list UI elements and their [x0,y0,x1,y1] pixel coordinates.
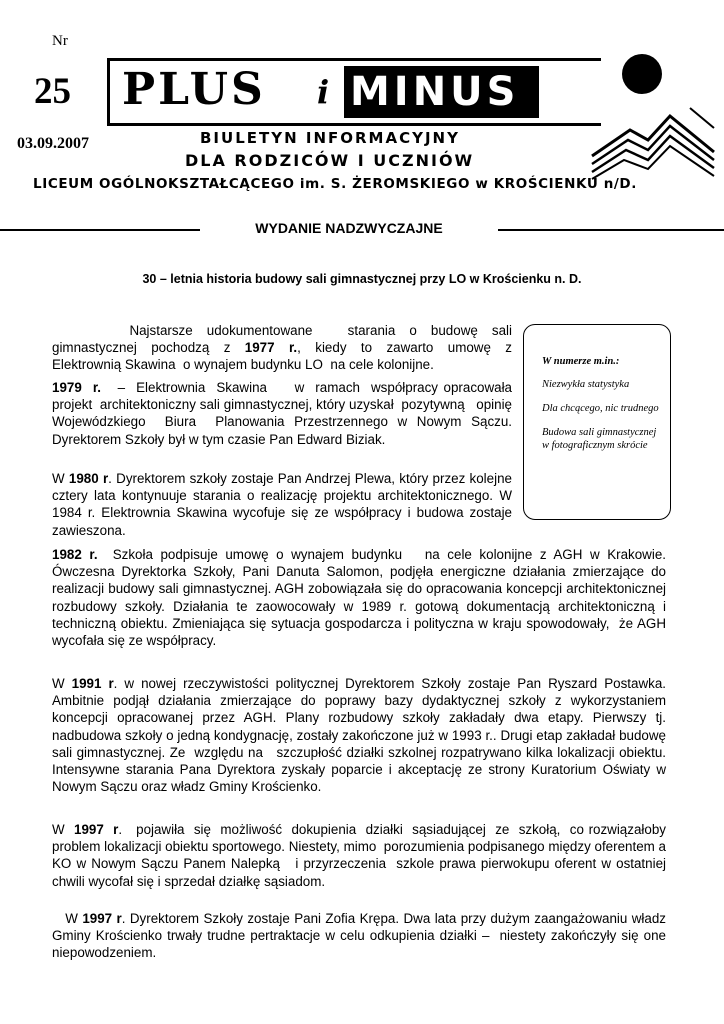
paragraph-text: – Elektrownia Skawina w ramach współpracy opracowała projekt architektoniczny sali gimnastycznej, który uzyskał pozytywną opinię Wojewódzkiego Biura Planowania Przestrzennego w Nowym Sączu. Dyrektorem Szkoły był w tym czasie Pan Edward Biziak. [52,380,524,447]
paragraph-text: Najstarsze udokumentowane starania o budowę sali gimnastycznej pochodzą z [52,323,516,356]
sidebar-item: Budowa sali gimnastycznej w fotograficznym skrócie [542,427,657,451]
paragraph-text: , kiedy to zawarto umowę z Elektrownią Skawina o wynajem budynku LO na cele kolonijne. [52,340,516,373]
year-highlight: 1980 r [68,471,109,486]
sidebar-title: W numerze m.in.: [542,356,620,367]
masthead-title-minus: MINUS [350,69,520,115]
body-paragraph [52,546,670,649]
year-highlight: 1982 r. [52,547,98,562]
year-highlight: 1979 r. [52,380,102,395]
masthead-subtitle-line1: BIULETYN INFORMACYJNY [200,129,460,147]
issue-date: 03.09.2007 [17,135,89,152]
divider-left [0,229,200,231]
year-highlight: 1997 r [74,822,119,837]
year-highlight: 1991 r [71,676,114,691]
masthead-title-plus: PLUS [122,64,266,115]
paragraph-text: . Dyrektorem Szkoły zostaje Pani Zofia Krępa. Dwa lata przy dużym zaangażowaniu władz Gminy Krościenko trwały trudne pertraktacje w celu odkupienia działki – niestety zakończyły się one niepowodzeniem. [52,911,670,961]
issue-number-label: Nr [52,33,68,49]
body-paragraph [52,910,670,962]
paragraph-text: . w nowej rzeczywistości politycznej Dyrektorem Szkoły zostaje Pan Ryszard Postawka. Ambitnie podjął działania zmierzające do poprawy bazy dydaktycznej szkoły z wykorzystaniem koncepcji opracowanej przez AGH. Plany rozbudowy szkoły zakładały dwa etapy. Pierwszy tj. nadbudowa szkoły o jedną kondygnację, zostały zakończone już w 1993 r.. Drugi etap zakładał budowę sali gimnastycznej. Ze względu na szczupłość działki szkolnej rozpatrywano kilka lokalizacji obiektu. Intensywne starania Pana Dyrektora zyskały poparcie i akceptację ze strony Kuratorium Oświaty w Nowym Sączu oraz władz Gminy Krościenko. [52,676,670,795]
body-paragraph [52,379,524,448]
paragraph-text: W [52,471,69,486]
paragraph-text: . Dyrektorem szkoły zostaje Pan Andrzej Plewa, który przez kolejne cztery lata kontynuuje starania o realizację projektu architektonicznego. W 1984 r. Elektrownia Skawina wycofuje się ze współpracy i budowa zostaje zawieszona. [52,471,516,538]
paragraph-text: W [52,822,74,837]
masthead-title-i: i [317,73,330,111]
mountain-sun-logo-icon [590,48,716,180]
article-headline: 30 – letnia historia budowy sali gimnastycznej przy LO w Krościenku n. D. [142,272,582,286]
edition-label: WYDANIE NADZWYCZAJNE [255,220,443,236]
year-highlight: 1977 r. [244,340,298,356]
masthead-subtitle-line2: DLA RODZICÓW I UCZNIÓW [185,151,475,170]
school-name: LICEUM OGÓLNOKSZTAŁCĄCEGO im. S. ŻEROMSKIEGO w KROŚCIENKU n/D. [33,176,637,192]
year-highlight: 1997 r [82,911,122,926]
paragraph-text: . pojawiła się możliwość dokupienia działki sąsiadującej ze szkołą, co rozwiązałoby problem lokalizacji obiektu sportowego. Niestety, mimo porozumienia podpisanego między oferentem a KO w Nowym Sączu Panem Nalepką i przyrzeczenia szkole prawa pierwokupu oferent w ostatniej chwili wycofał się i sprzedał działkę sąsiadom. [52,822,678,889]
paragraph-text: W [52,911,83,926]
body-paragraph [52,322,516,374]
body-paragraph [52,675,670,795]
body-paragraph [52,821,678,890]
body-paragraph [52,470,516,539]
issue-number: 25 [34,71,71,112]
sidebar-item: Niezwykła statystyka [542,379,630,390]
paragraph-text: W [52,676,72,691]
paragraph-text: Szkoła podpisuje umowę o wynajem budynku na cele kolonijne z AGH w Krakowie. Ówczesna Dyrektorka Szkoły, Pani Danuta Salomon, podjęła energiczne działania zmierzające do realizacji budowy sali gimnastycznej. AGH zobowiązała się do opracowania koncepcji architektonicznej rozbudowy szkoły. Działania te zaowocowały w 1989 r. gotową dokumentacją architektoniczną i techniczną obiektu. Zmieniająca się sytuacja gospodarcza i polityczna w kraju spowodowały, że AGH wycofała się ze współpracy. [52,547,670,649]
sidebar-item: Dla chcącego, nic trudnego [542,403,659,414]
in-this-issue-box [523,324,671,520]
divider-right [498,229,724,231]
